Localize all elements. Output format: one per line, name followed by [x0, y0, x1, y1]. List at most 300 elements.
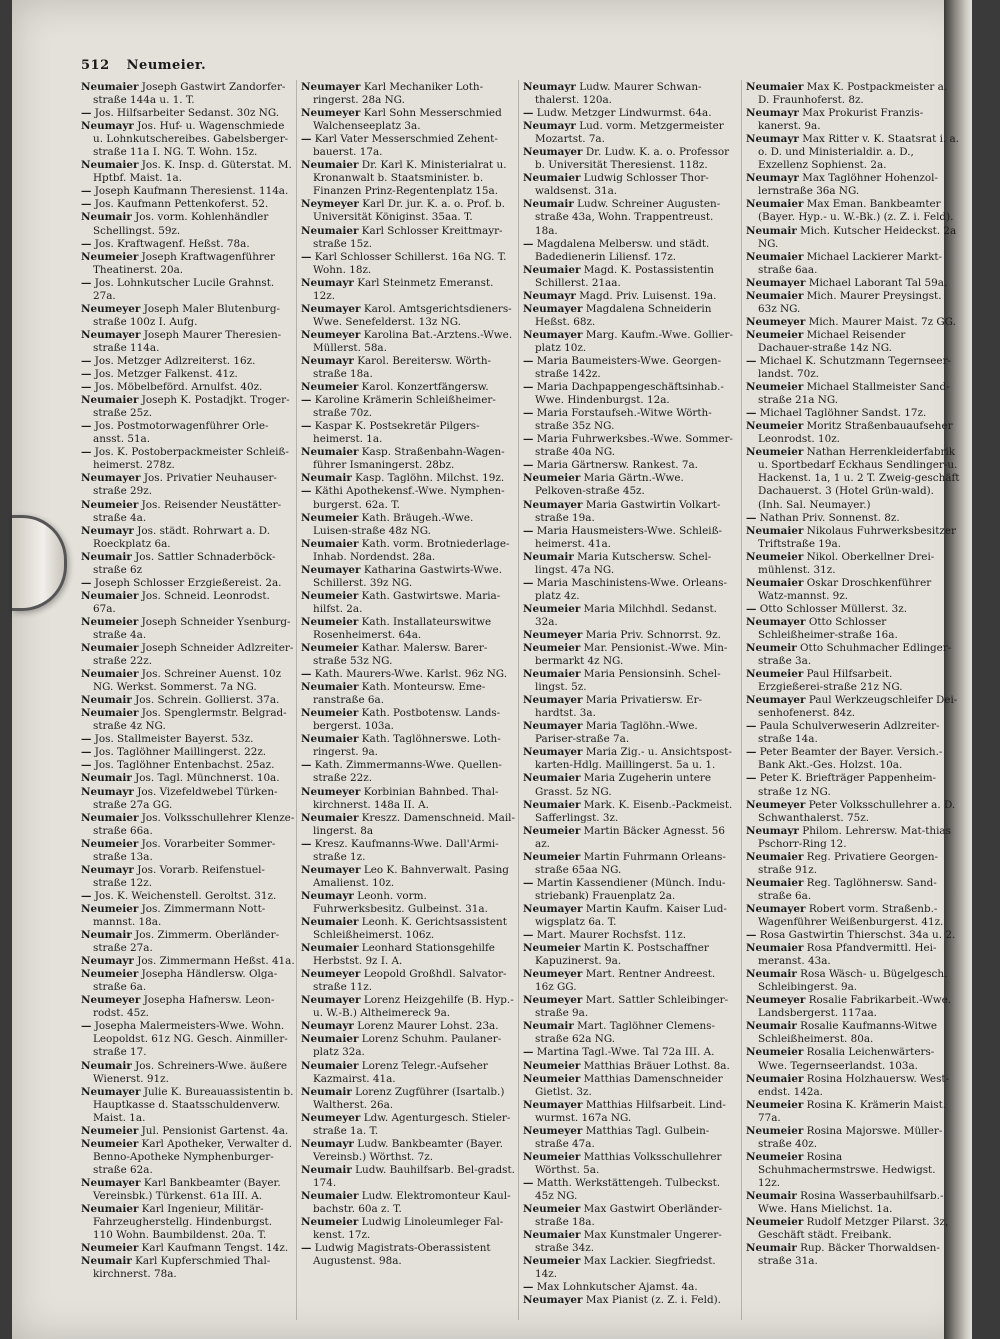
entry-surname: Neumeier: [746, 420, 804, 433]
entry-surname: Neumayr: [81, 120, 134, 133]
entry-surname: Neumayer: [523, 720, 583, 733]
entry-details: Magd. K. Postassistentin Schillerst. 21aa.: [535, 263, 714, 289]
entry-surname: Neumayer: [523, 902, 583, 915]
entry-surname: —: [746, 354, 757, 367]
entry-surname: Neumair: [746, 1242, 797, 1255]
entry-surname: Neumaier: [301, 1033, 359, 1046]
entry-details: Rosina K. Krämerin Maist. 77a.: [758, 1098, 947, 1124]
entry-surname: Neumeyer: [746, 994, 806, 1007]
entry-details: Jos. K. Weichenstell. Geroltst. 31z.: [94, 889, 277, 902]
directory-entry: [523, 903, 737, 929]
directory-entry: [746, 525, 960, 551]
entry-details: Lud. vorm. Metzgermeister Mozartst. 7a.: [535, 120, 724, 146]
directory-entry: [523, 120, 737, 146]
directory-entry: [81, 772, 295, 785]
entry-details: Otto Schuhmacher Edlinger-straße 3a.: [758, 642, 952, 668]
entry-surname: Neumair: [81, 550, 132, 563]
directory-entry: [81, 525, 295, 551]
entry-details: Max Lohnkutscher Ajamst. 4a.: [536, 1281, 698, 1294]
entry-details: Maria Dachpappengeschäftsinhab.-Wwe. Hindenburgst. 12a.: [535, 381, 724, 407]
directory-entry: [301, 733, 515, 759]
directory-entry: [81, 81, 295, 107]
directory-entry: [81, 642, 295, 668]
entry-details: Rosa Pfandvermittl. Hei-meranst. 43a.: [758, 942, 937, 968]
directory-entry: [523, 825, 737, 851]
directory-entry: [301, 994, 515, 1020]
entry-surname: —: [523, 354, 534, 367]
entry-details: Karl Vater Messerschmied Zehent-bauerst. 17a.: [313, 133, 498, 159]
entry-details: Jul. Pensionist Gartenst. 4a.: [141, 1124, 289, 1137]
entry-surname: Neumayer: [523, 302, 583, 315]
entry-surname: —: [523, 929, 534, 942]
directory-entry: [523, 146, 737, 172]
entry-details: Jos. vorm. Kohlenhändler Schellingst. 59z.: [93, 211, 269, 237]
directory-entry: [301, 251, 515, 277]
directory-entry: [746, 133, 960, 172]
directory-entry: [523, 1255, 737, 1281]
entry-details: Max Pianist (z. Z. i. Feld).: [585, 1294, 721, 1307]
entry-details: Jos. Vorarbeiter Sommer-straße 13a.: [93, 837, 276, 863]
entry-surname: —: [81, 889, 92, 902]
directory-entry: [301, 446, 515, 472]
entry-surname: Neumaier: [81, 707, 139, 720]
directory-entry: [301, 616, 515, 642]
directory-entry: [746, 877, 960, 903]
directory-entry: [81, 329, 295, 355]
entry-surname: Neumaier: [746, 524, 804, 537]
entry-surname: Neumayer: [523, 498, 583, 511]
entry-surname: —: [746, 720, 757, 733]
directory-entry: [81, 472, 295, 498]
directory-entry: [746, 512, 960, 525]
entry-surname: —: [746, 511, 757, 524]
entry-surname: Neumayer: [746, 694, 806, 707]
directory-entry: [746, 577, 960, 603]
entry-details: Mart. Rentner Andreest. 16z GG.: [535, 968, 716, 994]
entry-surname: Neumaier: [523, 172, 581, 185]
entry-surname: Neumair: [746, 968, 797, 981]
entry-surname: Neumayr: [301, 889, 354, 902]
entry-surname: Neumeier: [81, 968, 139, 981]
entry-surname: Neumeyer: [523, 968, 583, 981]
page-header: [81, 58, 206, 73]
entry-details: Maria Taglöhn.-Wwe. Pariser-straße 7a.: [535, 720, 698, 746]
entry-details: Michael Laborant Tal 59a.: [808, 276, 948, 289]
entry-surname: Neumaier: [81, 642, 139, 655]
directory-entry: [81, 107, 295, 120]
entry-details: Jos. Stallmeister Bayerst. 53z.: [94, 733, 254, 746]
directory-entry: [81, 211, 295, 237]
entry-surname: Neumaier: [81, 811, 139, 824]
entry-surname: Neumeyer: [81, 302, 141, 315]
directory-entry: [746, 1046, 960, 1072]
directory-entry: [523, 694, 737, 720]
entry-surname: Neumaier: [301, 681, 359, 694]
directory-entry: [746, 407, 960, 420]
entry-surname: —: [301, 485, 312, 498]
directory-entry: [746, 355, 960, 381]
entry-surname: Neumeier: [523, 642, 581, 655]
entry-surname: Neumeier: [523, 1203, 581, 1216]
entry-surname: Neumaier: [523, 1229, 581, 1242]
entry-surname: Neumair: [746, 1020, 797, 1033]
entry-details: Ludw. Bankbeamter (Bayer. Vereinsb.) Wörthst. 7z.: [313, 1137, 504, 1163]
directory-entry: [81, 1138, 295, 1177]
entry-details: Julie K. Bureauassistentin b. Hauptkasse d. Staatsschuldenverw. Maist. 1a.: [93, 1085, 294, 1124]
directory-entry: [81, 159, 295, 185]
entry-surname: —: [523, 876, 534, 889]
directory-entry: [81, 1125, 295, 1138]
directory-entry: [81, 394, 295, 420]
directory-entry: [746, 198, 960, 224]
entry-surname: —: [523, 381, 534, 394]
entry-surname: Neumeier: [301, 1216, 359, 1229]
entry-surname: —: [81, 446, 92, 459]
directory-page: [12, 0, 972, 1339]
entry-surname: Neumeyer: [523, 1124, 583, 1137]
entry-details: Jos. Vorarb. Reifenstuel-straße 12z.: [93, 863, 265, 889]
entry-details: Josepha Hafnersw. Leon-rodst. 45z.: [93, 994, 275, 1020]
directory-entry: [746, 81, 960, 107]
directory-entry: [746, 172, 960, 198]
entry-surname: Neumaier: [746, 850, 804, 863]
entry-details: Jos. Möbelbeförd. Arnulfst. 40z.: [94, 381, 263, 394]
entry-details: Leo K. Bahnverwalt. Pasing Amalienst. 10z.: [313, 863, 509, 889]
entry-details: Jos. Zimmermann Nott-mannst. 18a.: [93, 902, 266, 928]
entry-details: Nikolaus Fuhrwerksbesitzer Triftstraße 19a.: [758, 524, 956, 550]
column-1: [81, 81, 295, 1281]
directory-entry: [301, 159, 515, 198]
entry-surname: Neumeier: [523, 850, 581, 863]
entry-details: Joseph Kraftwagenführer Theatinerst. 20a.: [93, 250, 276, 276]
entry-details: Jos. Schrein. Gollierst. 37a.: [135, 694, 280, 707]
entry-details: Kath. Zimmermanns-Wwe. Quellen-straße 22z.: [313, 759, 502, 785]
entry-details: Max Prokurist Franzis-kanerst. 9a.: [758, 107, 924, 133]
entry-details: Max Ritter v. K. Staatsrat i. a. o. D. und Ministerialdir. a. D., Exzellenz Sophienst. 2a.: [758, 133, 960, 172]
entry-details: Maria Pensionsinh. Schel-lingst. 5z.: [535, 668, 721, 694]
entry-details: Rudolf Metzger Pilarst. 3z, Geschäft städt. Freibank.: [758, 1216, 949, 1242]
entry-details: Maria Gärtn.-Wwe. Pelkoven-straße 45z.: [535, 472, 684, 498]
directory-entry: [301, 1164, 515, 1190]
directory-entry: [523, 329, 737, 355]
entry-details: Lorenz Telegr.-Aufseher Kazmairst. 41a.: [313, 1059, 488, 1085]
directory-entry: [81, 185, 295, 198]
directory-entry: [301, 472, 515, 485]
entry-surname: —: [301, 250, 312, 263]
entry-details: Mich. Maurer Maist. 7z GG.: [808, 315, 956, 328]
entry-details: Nikol. Oberkellner Drei-mühlenst. 31z.: [758, 550, 935, 576]
entry-surname: Neumair: [523, 1020, 574, 1033]
directory-entry: [523, 407, 737, 433]
directory-entry: [81, 668, 295, 694]
directory-entry: [523, 1099, 737, 1125]
entry-details: Martina Tagl.-Wwe. Tal 72a III. A.: [536, 1046, 715, 1059]
entry-surname: Neumaier: [81, 159, 139, 172]
entry-surname: Neumaier: [746, 289, 804, 302]
entry-details: Matthias Hilfsarbeit. Lind-wurmst. 167a NG.: [535, 1098, 726, 1124]
directory-entry: [523, 433, 737, 459]
entry-details: Ludwig Linoleumleger Fal-kenst. 17z.: [313, 1216, 504, 1242]
entry-surname: Neumeier: [81, 1242, 139, 1255]
entry-details: Maria Zig.- u. Ansichtspost-karten-Hdlg. Maillingerst. 5a u. 1.: [535, 746, 732, 772]
entry-surname: Neumayr: [746, 824, 799, 837]
entry-details: Maria Gastwirtin Volkart-straße 19a.: [535, 498, 721, 524]
column-divider: [741, 80, 742, 1320]
directory-entry: [523, 968, 737, 994]
entry-details: Rosa Gastwirtin Thierschst. 34a u. 2.: [759, 929, 956, 942]
entry-surname: Neumeier: [81, 615, 139, 628]
entry-surname: Neumayer: [301, 994, 361, 1007]
directory-entry: [523, 264, 737, 290]
entry-surname: —: [81, 368, 92, 381]
entry-details: Kath. Maurers-Wwe. Karlst. 96z NG.: [314, 668, 508, 681]
directory-entry: [746, 381, 960, 407]
directory-entry: [523, 1229, 737, 1255]
entry-surname: Neumayr: [523, 289, 576, 302]
entry-surname: Neumayer: [523, 1294, 583, 1307]
directory-entry: [301, 864, 515, 890]
entry-details: Paula Schulverweserin Adlzreiter-straße 14a.: [758, 720, 940, 746]
directory-entry: [746, 420, 960, 446]
entry-surname: —: [81, 1020, 92, 1033]
entry-surname: Neumeyer: [746, 315, 806, 328]
directory-entry: [523, 1046, 737, 1059]
entry-details: Michael Lackierer Markt-straße 6aa.: [758, 250, 943, 276]
entry-surname: Neumayer: [746, 276, 806, 289]
entry-surname: Neumaier: [746, 876, 804, 889]
directory-entry: [746, 107, 960, 133]
entry-details: Martin Fuhrmann Orleans-straße 65aa NG.: [535, 850, 726, 876]
entry-details: Jos. Schneid. Leonrodst. 67a.: [93, 589, 270, 615]
directory-entry: [301, 812, 515, 838]
entry-details: Ludwig Magistrats-Oberassistent Augustenst. 98a.: [313, 1242, 491, 1268]
entry-surname: Neumair: [81, 1255, 132, 1268]
entry-surname: Neumair: [81, 929, 132, 942]
entry-details: Jos. Schreiner Auenst. 10z NG. Werkst. Sommerst. 7a NG.: [93, 668, 282, 694]
entry-surname: Neumaier: [301, 537, 359, 550]
entry-details: Jos. Vizefeldwebel Türken-straße 27a GG.: [93, 785, 278, 811]
entry-details: Ldw. Agenturgesch. Stieler-straße 1a. T.: [313, 1111, 511, 1137]
entry-surname: —: [81, 276, 92, 289]
entry-details: Karolina Bat.-Arztens.-Wwe. Müllerst. 58a.: [313, 328, 513, 354]
entry-surname: Neumaier: [81, 81, 139, 93]
entry-surname: —: [81, 733, 92, 746]
entry-surname: Neumeier: [81, 250, 139, 263]
column-2: [301, 81, 515, 1268]
directory-entry: [81, 968, 295, 994]
entry-surname: Neumeier: [301, 589, 359, 602]
directory-entry: [523, 81, 737, 107]
entry-details: Rosina Holzhauersw. West-endst. 142a.: [758, 1072, 950, 1098]
directory-entry: [81, 420, 295, 446]
entry-details: Paul Werkzeugschleifer Dei-senhofenerst. 84z.: [758, 694, 958, 720]
entry-details: Jos. Lohnkutscher Lucile Grahnst. 27a.: [93, 276, 275, 302]
entry-details: Moritz Straßenbauaufseher Leonrodst. 10z.: [758, 420, 953, 446]
directory-entry: [81, 707, 295, 733]
entry-surname: —: [523, 433, 534, 446]
entry-surname: Neumeier: [301, 707, 359, 720]
entry-details: Max K. Postpackmeister a. D. Fraunhoferst. 8z.: [758, 81, 948, 107]
directory-entry: [81, 499, 295, 525]
directory-entry: [81, 1060, 295, 1086]
directory-entry: [81, 577, 295, 590]
entry-surname: Neumaier: [746, 1072, 804, 1085]
entry-details: Maria Maschinistens-Wwe. Orleans-platz 4z.: [535, 576, 727, 602]
directory-entry: [81, 616, 295, 642]
entry-details: Karl Bankbeamter (Bayer. Vereinsbk.) Türkenst. 61a III. A.: [93, 1176, 281, 1202]
entry-details: Joseph Schlosser Erzgießereist. 2a.: [94, 576, 282, 589]
directory-entry: [301, 890, 515, 916]
directory-entry: [746, 694, 960, 720]
entry-details: Max Eman. Bankbeamter (Bayer. Hyp.- u. W.-Bk.) (z. Z. i. Feld).: [758, 198, 954, 224]
entry-surname: —: [81, 381, 92, 394]
directory-entry: [301, 1020, 515, 1033]
directory-entry: [301, 329, 515, 355]
entry-details: Otto Schlosser Müllerst. 3z.: [759, 602, 908, 615]
entry-details: Jos. Reisender Neustätter-straße 4a.: [93, 498, 282, 524]
entry-details: Kath. Monteursw. Eme-ranstraße 6a.: [313, 681, 486, 707]
directory-entry: [746, 942, 960, 968]
entry-surname: Neumeyer: [301, 968, 361, 981]
directory-entry: [746, 603, 960, 616]
entry-details: Paul Hilfsarbeit. Erzgießerei-straße 21z NG.: [758, 668, 903, 694]
directory-entry: [746, 316, 960, 329]
entry-surname: Neumayer: [301, 302, 361, 315]
entry-details: Karol. Bereitersw. Wörth-straße 18a.: [313, 354, 492, 381]
entry-details: Jos. K. Insp. d. Güterstat. M. Hptbf. Maist. 1a.: [93, 159, 292, 185]
entry-details: Maria Kutschersw. Schel-lingst. 47a NG.: [535, 550, 712, 576]
entry-surname: Neumayr: [746, 133, 799, 146]
entry-details: Jos. Spenglermstr. Belgrad-straße 4z NG.: [93, 707, 287, 733]
directory-entry: [746, 668, 960, 694]
entry-details: Kreszz. Damenschneid. Mail-lingerst. 8a: [313, 811, 515, 837]
directory-entry: [746, 851, 960, 877]
entry-surname: Neumair: [81, 211, 132, 224]
entry-surname: Neumeier: [523, 1072, 581, 1085]
directory-entry: [523, 929, 737, 942]
entry-surname: Neumayer: [746, 615, 806, 628]
directory-entry: [81, 238, 295, 251]
entry-surname: Neumayr: [301, 276, 354, 289]
directory-entry: [523, 1281, 737, 1294]
entry-details: Mart. Maurer Rochsfst. 11z.: [536, 929, 687, 942]
entry-details: Kasp. Straßenbahn-Wagen-führer Ismaningerst. 28bz.: [313, 446, 505, 472]
directory-entry: [301, 1242, 515, 1268]
directory-entry: [523, 1020, 737, 1046]
entry-surname: Neumair: [301, 1163, 352, 1176]
directory-entry: [746, 746, 960, 772]
entry-details: Ludw. Elektromonteur Kaul-bachstr. 60a z. T.: [313, 1189, 511, 1216]
directory-entry: [81, 1203, 295, 1242]
entry-details: Karl Kupferschmied Thal-kirchnerst. 78a.: [93, 1255, 271, 1281]
entry-details: Maria Zugeherin untere Grasst. 5z NG.: [535, 772, 712, 798]
entry-surname: Neumayer: [523, 146, 583, 159]
entry-details: Kaspar K. Postsekretär Pilgers-heimerst. 1a.: [313, 420, 480, 446]
directory-entry: [746, 225, 960, 251]
entry-surname: Neumeyer: [523, 628, 583, 641]
directory-entry: [301, 107, 515, 133]
entry-surname: Neumeier: [81, 498, 139, 511]
directory-entry: [301, 512, 515, 538]
directory-entry: [523, 942, 737, 968]
directory-entry: [81, 733, 295, 746]
entry-surname: —: [301, 420, 312, 433]
directory-entry: [746, 642, 960, 668]
entry-surname: Neumayr: [81, 524, 134, 537]
entry-details: Jos. Hilfsarbeiter Sedanst. 30z NG.: [94, 107, 280, 120]
entry-surname: Neumeier: [746, 381, 804, 394]
directory-entry: [81, 198, 295, 211]
directory-entry: [301, 485, 515, 511]
entry-surname: Neumayr: [81, 863, 134, 876]
directory-entry: [81, 446, 295, 472]
entry-details: Kath. Bräugeh.-Wwe. Luisen-straße 48z NG.: [313, 511, 474, 537]
entry-surname: —: [746, 746, 757, 759]
directory-entry: [81, 994, 295, 1020]
entry-details: Jos. Taglöhner Maillingerst. 22z.: [94, 746, 267, 759]
entry-surname: Neumeyer: [746, 798, 806, 811]
directory-entry: [301, 668, 515, 681]
entry-details: Karl Schlosser Schillerst. 16a NG. T. Wohn. 18z.: [313, 250, 507, 276]
entry-surname: Neumeier: [523, 824, 581, 837]
entry-details: Jos. städt. Rohrwart a. D. Roeckplatz 6a.: [93, 524, 271, 550]
entry-details: Michael K. Schutzmann Tegernseer-landst. 70z.: [758, 354, 952, 381]
entry-surname: Neumaier: [81, 394, 139, 407]
entry-details: Karl Dr. jur. K. a. o. Prof. b. Universität Königinst. 35aa. T.: [313, 198, 505, 224]
directory-entry: [301, 642, 515, 668]
entry-details: Philom. Lehrersw. Mat-thias Pschorr-Ring 12.: [758, 824, 951, 850]
entry-details: Jos. Zimmermann Heßst. 41a.: [137, 955, 295, 968]
entry-surname: Neumaier: [523, 668, 581, 681]
entry-surname: Neumeier: [746, 328, 804, 341]
directory-entry: [81, 838, 295, 864]
directory-entry: [523, 1203, 737, 1229]
directory-entry: [81, 1255, 295, 1281]
directory-entry: [523, 290, 737, 303]
directory-entry: [746, 968, 960, 994]
entry-surname: Neumayr: [81, 785, 134, 798]
directory-entry: [301, 590, 515, 616]
directory-entry: [301, 277, 515, 303]
entry-details: Maria Priv. Schnorrst. 9z.: [585, 628, 721, 641]
entry-surname: —: [301, 394, 312, 407]
entry-details: Rosalie Fabrikarbeit.-Wwe. Landsbergerst. 117aa.: [758, 994, 952, 1020]
directory-entry: [301, 564, 515, 590]
entry-details: Ludw. Metzger Lindwurmst. 64a.: [536, 107, 712, 120]
directory-entry: [523, 799, 737, 825]
entry-surname: —: [746, 602, 757, 615]
entry-surname: Neumaier: [81, 589, 139, 602]
entry-surname: Neumayr: [746, 107, 799, 120]
directory-entry: [301, 968, 515, 994]
entry-details: Michael Stallmeister Sand-straße 21a NG.: [758, 381, 950, 407]
entry-surname: Neumaier: [301, 1189, 359, 1202]
entry-details: Jos. Taglöhner Entenbachst. 25az.: [94, 759, 275, 772]
entry-details: Karol. Amtsgerichtsdieners-Wwe. Senefelderst. 13z NG.: [313, 302, 512, 328]
directory-entry: [301, 786, 515, 812]
entry-surname: Neumaier: [301, 942, 359, 955]
entry-surname: Neumayer: [81, 472, 141, 485]
entry-details: Dr. Karl K. Ministerialrat u. Kronanwalt b. Staatsminister. b. Finanzen Prinz-Regentenplatz 15a.: [313, 159, 507, 198]
entry-surname: Neumayer: [523, 694, 583, 707]
entry-surname: Neumeyer: [81, 994, 141, 1007]
directory-entry: [301, 838, 515, 864]
directory-entry: [301, 198, 515, 224]
directory-entry: [81, 890, 295, 903]
entry-surname: —: [81, 759, 92, 772]
directory-entry: [746, 1216, 960, 1242]
entry-surname: Neumeyer: [301, 107, 361, 120]
